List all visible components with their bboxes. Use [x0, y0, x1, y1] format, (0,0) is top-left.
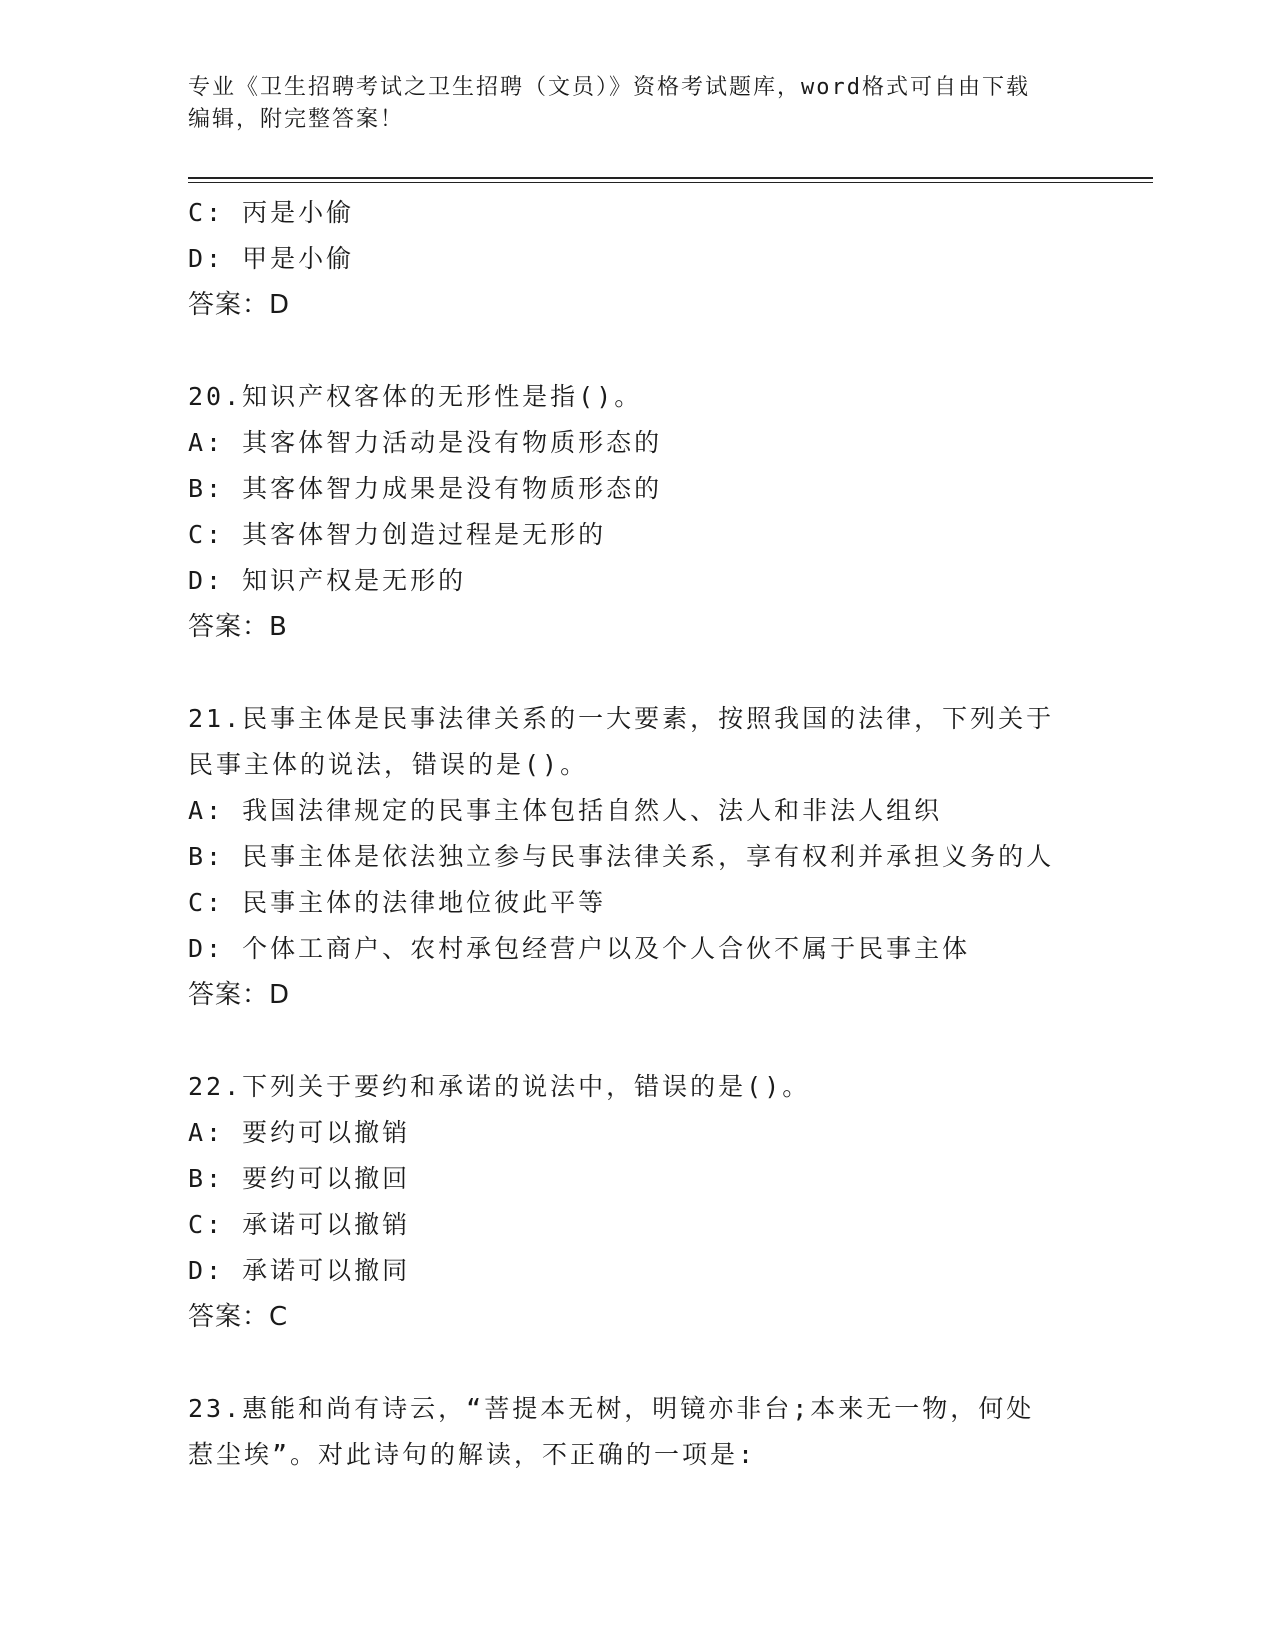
- option-a: A: 其客体智力活动是没有物质形态的: [188, 428, 663, 457]
- question-stem-continued: 民事主体的说法，错误的是()。: [188, 750, 589, 779]
- question-23: [188, 1386, 1108, 1478]
- question-22: [188, 1064, 1108, 1340]
- option-a: A: 要约可以撤销: [188, 1118, 411, 1147]
- question-stem: 21.民事主体是民事法律关系的一大要素，按照我国的法律，下列关于: [188, 704, 1055, 733]
- answer-line: 答案：D: [188, 290, 291, 320]
- question-list: [188, 190, 1108, 1478]
- header-line-2: 编辑，附完整答案！: [188, 107, 405, 132]
- option-c: C: 其客体智力创造过程是无形的: [188, 520, 607, 549]
- question-stem: 22.下列关于要约和承诺的说法中，错误的是()。: [188, 1072, 811, 1101]
- question-19-tail: [188, 190, 1108, 328]
- answer-line: 答案：B: [188, 612, 288, 642]
- header-divider-thick: [188, 177, 1153, 179]
- option-b: B: 要约可以撤回: [188, 1164, 411, 1193]
- option-b: B: 民事主体是依法独立参与民事法律关系，享有权利并承担义务的人: [188, 842, 1055, 871]
- option-b: B: 其客体智力成果是没有物质形态的: [188, 474, 663, 503]
- document-header: [188, 72, 1088, 136]
- option-a: A: 我国法律规定的民事主体包括自然人、法人和非法人组织: [188, 796, 943, 825]
- option-c: C: 承诺可以撤销: [188, 1210, 411, 1239]
- option-d: D: 甲是小偷: [188, 244, 355, 273]
- header-line-1: 专业《卫生招聘考试之卫生招聘（文员）》资格考试题库，word格式可自由下载: [188, 75, 1030, 100]
- option-c: C: 丙是小偷: [188, 198, 355, 227]
- answer-line: 答案：C: [188, 1302, 289, 1332]
- question-stem: 20.知识产权客体的无形性是指()。: [188, 382, 643, 411]
- option-d: D: 承诺可以撤同: [188, 1256, 411, 1285]
- question-stem: 23.惠能和尚有诗云，“菩提本无树，明镜亦非台;本来无一物，何处: [188, 1394, 1035, 1423]
- question-stem-continued: 惹尘埃”。对此诗句的解读，不正确的一项是:: [188, 1440, 757, 1469]
- answer-line: 答案：D: [188, 980, 291, 1010]
- option-d: D: 知识产权是无形的: [188, 566, 467, 595]
- question-21: [188, 696, 1108, 1018]
- header-divider-thin: [188, 182, 1153, 183]
- option-c: C: 民事主体的法律地位彼此平等: [188, 888, 607, 917]
- question-20: [188, 374, 1108, 650]
- option-d: D: 个体工商户、农村承包经营户以及个人合伙不属于民事主体: [188, 934, 971, 963]
